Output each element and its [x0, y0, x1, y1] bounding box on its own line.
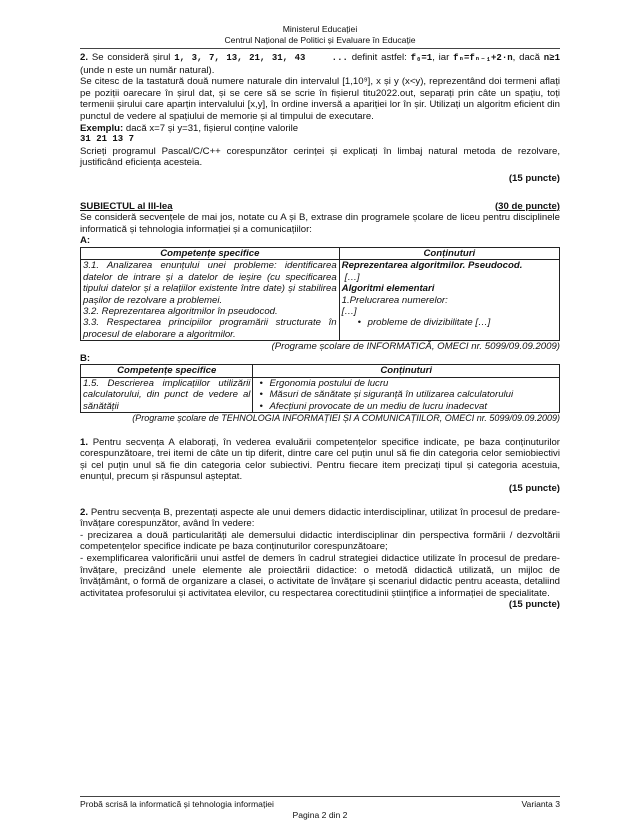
- footer-exam-name: Probă scrisă la informatică și tehnologia informației: [80, 799, 274, 809]
- subject-3-points: (30 de puncte): [494, 200, 560, 212]
- sequence-b-label: B:: [80, 352, 91, 364]
- ministry-name: Ministerul Educației: [282, 24, 358, 34]
- question-2-text: Pentru secvența B, prezentați aspecte ale unui demers didactic interdisciplinar, utilizat în procesul de predare-învățare corespunzător, având în vedere:: [80, 506, 560, 530]
- subject-3-intro: Se consideră secvențele de mai jos, notate cu A și B, extrase din programele școlare de liceu pentru disciplinele informatică și tehnologia informației și a comunicațiilor:: [80, 212, 560, 235]
- header-divider: [80, 48, 560, 49]
- table-b-competences-cell: 1.5. Descrierea implicațiilor utilizării calculatorului, din punct de vedere al sănătății: [81, 377, 253, 412]
- page-header: [80, 0, 560, 45]
- example-line: Exemplu: dacă x=7 și y=31, fișierul conține valorile: [80, 122, 299, 134]
- question-1-text: Pentru secvența A elaborați, în vederea evaluării competențelor specifice indicate, pe baza conținuturilor corespunzătoare, trei itemi de câte un tip diferit, dintre care cel puțin unul să fie din categoria celor semiobiectivi și cel puțin unul să fie din categoria celor subiectivi. Pentru fiecare item precizați tipul și categoria acestuia, enunțul, precum și răspunsul așteptat.: [80, 436, 560, 483]
- sequence-b-table: [80, 364, 560, 413]
- page-footer: [80, 796, 560, 820]
- table-a-header-contents: Conținuturi: [339, 247, 559, 259]
- table-b-contents-cell: • Ergonomia postului de lucru • Măsuri de sănătate și siguranță în utilizarea calculatorului • Afecțiuni provocate de un mediu de lucru inadecvat: [253, 377, 560, 412]
- example-values: 31 21 13 7: [80, 134, 135, 145]
- problem-2-statement: 2. Se consideră șirul 1, 3, 7, 13, 21, 31, 43 ... definit astfel: f₀=1, iar fₙ=fₙ₋₁+2·n, dacă n≥1 (unde n este un număr natural).: [80, 52, 560, 76]
- subject-3: [80, 201, 560, 611]
- sequence-a-table: [80, 247, 560, 341]
- question-2-point-2: - exemplificarea valorificării unui astfel de demers în cadrul strategiei didactice utilizate în procesul de predare-învățare, precizând unele elemente ale proiectării didactice: o metodă didactică utilizată, un mijloc de învățământ, o formă de organizare a clasei, o activitate de învățare și scenariul didactic pentru aceasta, detaliind activitatea profesorului și activitatea elevilor, cu respectarea corectitudinii științifice a informației de specialitate.: [80, 552, 560, 599]
- sequence-b-source: (Programe școlare de TEHNOLOGIA INFORMAȚIEI ȘI A COMUNICAȚIILOR, OMECI nr. 5099/09.09.2009): [132, 412, 560, 423]
- table-a-header-competences: Competențe specifice: [81, 247, 340, 259]
- table-b-header-contents: Conținuturi: [253, 365, 560, 377]
- question-1-points: (15 puncte): [508, 482, 560, 494]
- footer-divider: [80, 796, 560, 797]
- footer-variant: Varianta 3: [521, 799, 560, 809]
- problem-2-points: (15 puncte): [508, 172, 560, 184]
- subject-3-title: SUBIECTUL al III-lea: [80, 200, 173, 212]
- center-name: Centrul Național de Politici și Evaluare în Educație: [224, 34, 416, 45]
- exam-page: [80, 0, 560, 611]
- page-number: Pagina 2 din 2: [292, 809, 348, 820]
- problem-2: [80, 52, 560, 185]
- table-b-header-competences: Competențe specifice: [81, 365, 253, 377]
- question-1: 1. Pentru secvența A elaborați, în vederea evaluării competențelor specifice indicate, pe baza conținuturilor corespunzătoare, trei itemi de câte un tip diferit, dintre care cel puțin unul să fie din categoria celor semiobiectivi și cel puțin unul să fie din categoria celor subiectivi. Pentru fiecare item precizați tipul și categoria acestuia, enunțul, precum și răspunsul așteptat. (15 puncte): [80, 436, 560, 494]
- sequence-a-label: A:: [80, 235, 91, 247]
- table-a-competences-cell: 3.1. Analizarea enunțului unei probleme: identificarea datelor de intrare și a datelor de ieșire (cu specificarea tipului datelor și a relațiilor existente între date) și stabilirea pașilor de rezolvare a problemei. 3.2. Reprezentarea algoritmilor în pseudocod. 3.3. Respectarea principiilor programării structurate în procesul de elaborare a algoritmilor.: [81, 260, 340, 341]
- sequence-a-source: (Programe școlare de INFORMATICĂ, OMECI nr. 5099/09.09.2009): [271, 341, 560, 353]
- question-2-point-1: - precizarea a două particularități ale demersului didactic interdisciplinar din perspectiva formării / dezvoltării competențelor specifice indicate pe baza conținuturilor corespunzătoare;: [80, 529, 560, 553]
- question-2: 2. Pentru secvența B, prezentați aspecte ale unui demers didactic interdisciplinar, utilizat în procesul de predare-învățare corespunzător, având în vedere: - precizarea a două particularități ale demersului didactic interdisciplinar din perspectiva formării / dezvoltării competențelor specifice indicate pe baza conținuturilor corespunzătoare; - exemplificarea valorificării unui astfel de demers în cadrul strategiei didactice utilizate în procesul de predare-învățare, precizând unele elemente ale proiectării didactice: o metodă didactică utilizată, un mijloc de învățământ, o formă de organizare a clasei, o activitate de învățare și scenariul didactic pentru aceasta, detaliind activitatea profesorului și activitatea elevilor, cu respectarea corectitudinii științifice a informației de specialitate. (15 puncte): [80, 506, 560, 611]
- table-a-contents-cell: Reprezentarea algoritmilor. Pseudocod. […] Algoritmi elementari 1.Prelucrarea numerelor: […] • probleme de divizibilitate […]: [339, 260, 559, 341]
- problem-2-task: Scrieți programul Pascal/C/C++ corespunzător cerinței și explicați în limbaj natural metoda de rezolvare, justificând eficiența acesteia.: [80, 145, 560, 169]
- question-2-points: (15 puncte): [508, 599, 560, 611]
- subject-3-heading: [80, 201, 560, 213]
- problem-2-requirement: Se citesc de la tastatură două numere naturale din intervalul [1,10⁹], x și y (x<y), reprezentând doi termeni aflați pe poziții oarecare în șirul dat, și se cere să se scrie în fișierul titu2022.out, separați prin câte un spațiu, toți termenii șirului care aparțin intervalului [x,y], în ordine inversă a apariției lor în șir. Utilizați un algoritm eficient din punctul de vedere al spațiului de memorie și al timpului de executare.: [80, 76, 560, 122]
